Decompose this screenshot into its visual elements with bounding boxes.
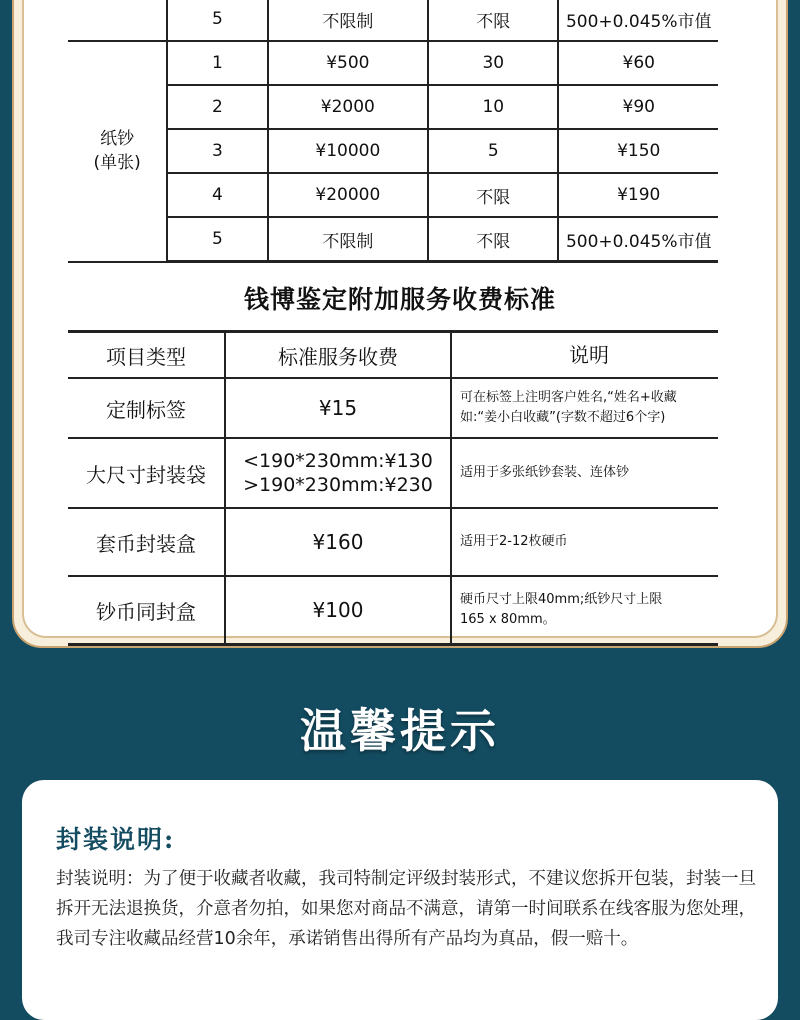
value-limit-cell: ¥10000 xyxy=(268,129,428,173)
desc-cell xyxy=(451,378,718,438)
category-label: 纸钞 xyxy=(100,129,135,150)
level-cell: 1 xyxy=(167,41,267,85)
type-cell: 套币封装盒 xyxy=(68,508,225,576)
warm-tip-card xyxy=(22,780,778,1020)
packaging-description: 封装说明：为了便于收藏者收藏，我司特制定评级封装形式，不建议您拆开包装，封装一旦拆开无法退换货，介意者勿拍，如果您对商品不满意，请第一时间联系在线客服为您处理，我司专注收藏品经营10余年，承诺销售出得所有产品均为真品，假一赔十。 xyxy=(56,869,756,949)
fee-cell: ¥15 xyxy=(225,378,451,438)
table-row xyxy=(68,378,718,438)
price-cell: 500+0.045%市值 xyxy=(558,0,718,41)
fee-cell: ¥100 xyxy=(225,576,451,645)
price-cell: ¥60 xyxy=(558,41,718,85)
packaging-title: 封装说明: xyxy=(56,825,176,854)
price-cell: ¥150 xyxy=(558,129,718,173)
level-cell: 5 xyxy=(167,217,267,262)
count-cell: 不限 xyxy=(428,217,558,262)
table-row xyxy=(68,438,718,508)
price-cell: ¥190 xyxy=(558,173,718,217)
desc-line: 硬币尺寸上限40mm;纸钞尺寸上限 xyxy=(460,592,663,607)
desc-line: 如:“姜小白收藏”(字数不超过6个字) xyxy=(460,410,666,425)
value-limit-cell: 不限制 xyxy=(268,0,428,41)
value-limit-cell: 不限制 xyxy=(268,217,428,262)
count-cell: 5 xyxy=(428,129,558,173)
level-cell: 3 xyxy=(167,129,267,173)
fee-cell xyxy=(225,438,451,508)
desc-line: 可在标签上注明客户姓名,“姓名+收藏 xyxy=(460,390,677,405)
type-cell: 定制标签 xyxy=(68,378,225,438)
count-cell: 30 xyxy=(428,41,558,85)
desc-cell: 适用于多张纸钞套装、连体钞 xyxy=(451,438,718,508)
level-cell: 4 xyxy=(167,173,267,217)
header-fee: 标准服务收费 xyxy=(225,332,451,379)
addon-fee-table xyxy=(68,330,718,646)
fee-line: <190*230mm:¥130 xyxy=(243,450,433,472)
price-cell: ¥90 xyxy=(558,85,718,129)
table-header-row xyxy=(68,332,718,379)
table-row xyxy=(68,0,718,41)
count-cell: 不限 xyxy=(428,173,558,217)
category-sublabel: (单张) xyxy=(93,153,141,174)
count-cell: 10 xyxy=(428,85,558,129)
value-limit-cell: ¥20000 xyxy=(268,173,428,217)
header-type: 项目类型 xyxy=(68,332,225,379)
warm-tip-heading: 温馨提示 xyxy=(300,704,500,758)
header-desc: 说明 xyxy=(451,332,718,379)
grading-fee-table xyxy=(68,0,718,263)
price-cell: 500+0.045%市值 xyxy=(558,217,718,262)
count-cell: 不限 xyxy=(428,0,558,41)
addon-section-title: 钱博鉴定附加服务收费标准 xyxy=(243,285,556,314)
fee-line: >190*230mm:¥230 xyxy=(243,474,433,496)
category-cell-banknote xyxy=(68,41,167,262)
category-cell xyxy=(68,0,167,41)
desc-line: 165 x 80mm。 xyxy=(460,612,556,627)
value-limit-cell: ¥2000 xyxy=(268,85,428,129)
fee-cell: ¥160 xyxy=(225,508,451,576)
table-row xyxy=(68,508,718,576)
type-cell: 钞币同封盒 xyxy=(68,576,225,645)
value-limit-cell: ¥500 xyxy=(268,41,428,85)
desc-cell xyxy=(451,576,718,645)
table-row xyxy=(68,41,718,85)
table-row xyxy=(68,576,718,645)
level-cell: 5 xyxy=(167,0,267,41)
desc-cell: 适用于2-12枚硬币 xyxy=(451,508,718,576)
type-cell: 大尺寸封装袋 xyxy=(68,438,225,508)
level-cell: 2 xyxy=(167,85,267,129)
